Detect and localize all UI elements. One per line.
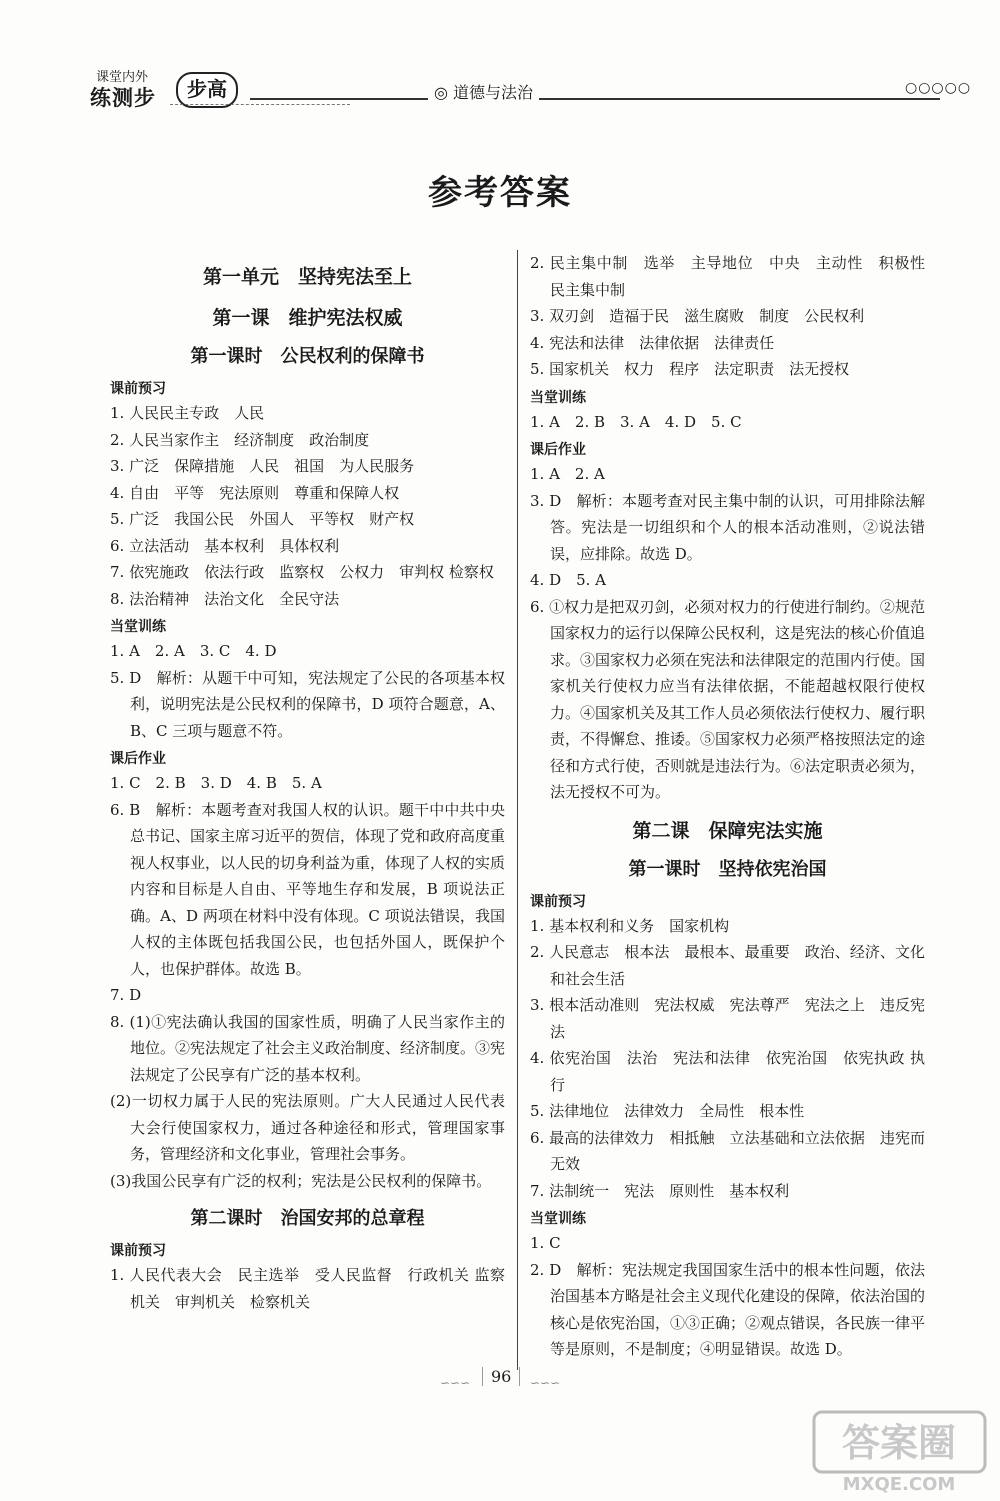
section-label: 当堂训练 — [110, 619, 166, 635]
answer-item: 7. 依宪施政 依法行政 监察权 公权力 审判权 检察权 — [110, 563, 494, 581]
answer-list — [530, 1230, 925, 1363]
answer-item: 2. 人民意志 根本法 最根本、最重要 政治、经济、文化和社会生活 — [530, 943, 925, 988]
header-rule — [250, 98, 940, 100]
answer-item: 1. C — [530, 1234, 561, 1252]
period-heading: 第二课时 治国安邦的总章程 — [190, 1208, 425, 1229]
answer-list — [530, 461, 925, 806]
answer-list — [110, 770, 505, 1194]
subject-label: 道德与法治 — [453, 83, 534, 102]
section-label: 当堂训练 — [530, 389, 586, 406]
answer-item: 8. 法治精神 法治文化 全民守法 — [110, 589, 340, 608]
svg-text:答案圈: 答案圈 — [841, 1421, 957, 1465]
logo-text: 练测步 — [90, 86, 156, 110]
section-label: 当堂训练 — [530, 1211, 586, 1227]
answer-item: (3)我国公民享有广泛的权利；宪法是公民权利的保障书。 — [110, 1171, 492, 1190]
unit-heading: 第一单元 坚持宪法至上 — [202, 266, 412, 288]
answer-item: 3. 广泛 保障措施 人民 祖国 为人民服务 — [110, 457, 415, 475]
answer-item: 6. B 解析：本题考查对我国人权的认识。题干中中共中央总书记、国家主席习近平的贺信，体现了党和政府高度重视人权事业，以人民的切身利益为重，体现了人权的实质内容和目标是人自由、平等地生存和发展，B 项说法正确。A、D 两项在材料中没有体现。C 项说法错误，我国人权的主体既包括我国公民，也包括外国人，既保护个人，也保护群体。故选 B。 — [110, 800, 506, 978]
period-heading: 第一课时 坚持依宪治国 — [628, 858, 827, 880]
answer-item: 8. (1)①宪法确认我国的国家性质，明确了人民当家作主的地位。②宪法规定了社会主义政治制度、经济制度。③宪法规定了公民享有广泛的基本权利。 — [110, 1012, 506, 1084]
answer-item: 3. D 解析：本题考查对民主集中制的认识，可用排除法解答。宪法是一切组织和个人的根本活动准则，②说法错误，应排除。故选 D。 — [530, 491, 925, 563]
answer-item: 1. C 2. B 3. D 4. B 5. A — [110, 774, 322, 792]
answer-item: 1. A 2. B 3. A 4. D 5. C — [530, 412, 742, 431]
answer-item: 4. 宪法和法律 法律依据 法律责任 — [530, 333, 775, 352]
answer-item: 5. D 解析：从题干中可知，宪法规定了公民的各项基本权利，说明宪法是公民权利的保障书，D 项符合题意，A、B、C 三项与题意不符。 — [110, 668, 505, 740]
footer-ornament-right: ∽∽∽ — [530, 1376, 561, 1390]
page-header — [60, 60, 972, 120]
answer-item: 1. A 2. A — [530, 465, 605, 483]
header-ornament-rule — [170, 104, 350, 105]
subject-title — [428, 80, 539, 103]
left-column — [110, 250, 505, 1315]
answer-item: 1. 人民民主专政 人民 — [110, 404, 265, 422]
answer-list — [530, 409, 925, 436]
logo-tagline: 课堂内外 — [96, 70, 149, 85]
answer-item: 4. D 5. A — [530, 571, 607, 589]
book-icon: ◎ — [434, 83, 454, 102]
decorative-dots: ○○○○○ — [905, 80, 972, 96]
watermark-logo — [812, 1410, 987, 1495]
answer-item: 6. ①权力是把双刃剑，必须对权力的行使进行制约。②规范国家权力的运行以保障公民权利，这是宪法的核心价值追求。③国家权力必须在宪法和法律限定的范围内行使。国家机关行使权力应当有法律依据，不能超越权限行使权力。④国家机关及其工作人员必须依法行使权力、履行职责，不得懈怠、推诿。⑤国家权力必须严格按照法定的途径和方式行使，否则就是违法行为。⑥法定职责必须为，法无授权不可为。 — [530, 597, 926, 801]
logo-badge: 步高 — [176, 72, 238, 108]
answer-item: 2. 民主集中制 选举 主导地位 中央 主动性 积极性 民主集中制 — [530, 254, 941, 299]
answer-list — [530, 250, 941, 383]
answer-list — [530, 913, 925, 1205]
answer-item: 3. 双刃剑 造福于民 滋生腐败 制度 公民权利 — [530, 307, 865, 325]
answer-item: 2. D 解析：宪法规定我国国家生活中的根本性问题，依法治国基本方略是社会主义现代化建设的保障，依法治国的核心是依宪治国，①③正确；②观点错误，各民族一律平等是原则，不是制度；④明显错误。故选 D。 — [530, 1260, 926, 1358]
lesson-heading: 第一课 维护宪法权威 — [212, 307, 403, 329]
answer-item: 5. 国家机关 权力 程序 法定职责 法无授权 — [530, 360, 850, 378]
right-column — [530, 250, 941, 1363]
answer-item: 4. 依宪治国 法治 宪法和法律 依宪治国 依宪执政 执行 — [530, 1049, 925, 1094]
section-label: 课后作业 — [110, 751, 166, 767]
answer-item: 6. 立法活动 基本权利 具体权利 — [110, 536, 340, 555]
section-label: 课前预习 — [110, 381, 166, 397]
answer-item: 3. 根本活动准则 宪法权威 宪法尊严 宪法之上 违反宪法 — [530, 996, 925, 1041]
answer-item: 5. 广泛 我国公民 外国人 平等权 财产权 — [110, 510, 415, 528]
footer-ornament-left: ∽∽∽ — [440, 1376, 471, 1390]
answer-item: 1. 人民代表大会 民主选举 受人民监督 行政机关 监察机关 审判机关 检察机关 — [110, 1266, 505, 1311]
answer-item: 5. 法律地位 法律效力 全局性 根本性 — [530, 1102, 805, 1120]
answer-item: 7. D — [110, 986, 142, 1004]
period-heading: 第一课时 公民权利的保障书 — [190, 346, 425, 367]
answer-item: 6. 最高的法律效力 相抵触 立法基础和立法依据 违宪而无效 — [530, 1128, 925, 1173]
column-divider — [517, 250, 518, 1370]
page-number: 96 — [482, 1367, 520, 1386]
answer-item: 4. 自由 平等 宪法原则 尊重和保障人权 — [110, 483, 400, 502]
answer-item: 7. 法制统一 宪法 原则性 基本权利 — [530, 1181, 790, 1200]
answer-item: 2. 人民当家作主 经济制度 政治制度 — [110, 430, 370, 449]
lesson-heading: 第二课 保障宪法实施 — [632, 819, 823, 842]
section-label: 课前预习 — [110, 1243, 166, 1259]
answer-list — [110, 1262, 505, 1315]
section-label: 课后作业 — [530, 442, 586, 458]
page-title: 参考答案 — [428, 173, 572, 213]
svg-text:MXQE.COM: MXQE.COM — [842, 1474, 956, 1495]
answer-item: (2)一切权力属于人民的宪法原则。广大人民通过人民代表大会行使国家权力，通过各种途径和形式，管理国家事务，管理经济和文化事业，管理社会事务。 — [110, 1092, 505, 1163]
answer-item: 1. A 2. A 3. C 4. D — [110, 642, 277, 660]
section-label: 课前预习 — [530, 893, 586, 910]
answer-list — [110, 638, 505, 744]
answer-item: 1. 基本权利和义务 国家机构 — [530, 916, 730, 935]
answer-list — [110, 400, 505, 612]
